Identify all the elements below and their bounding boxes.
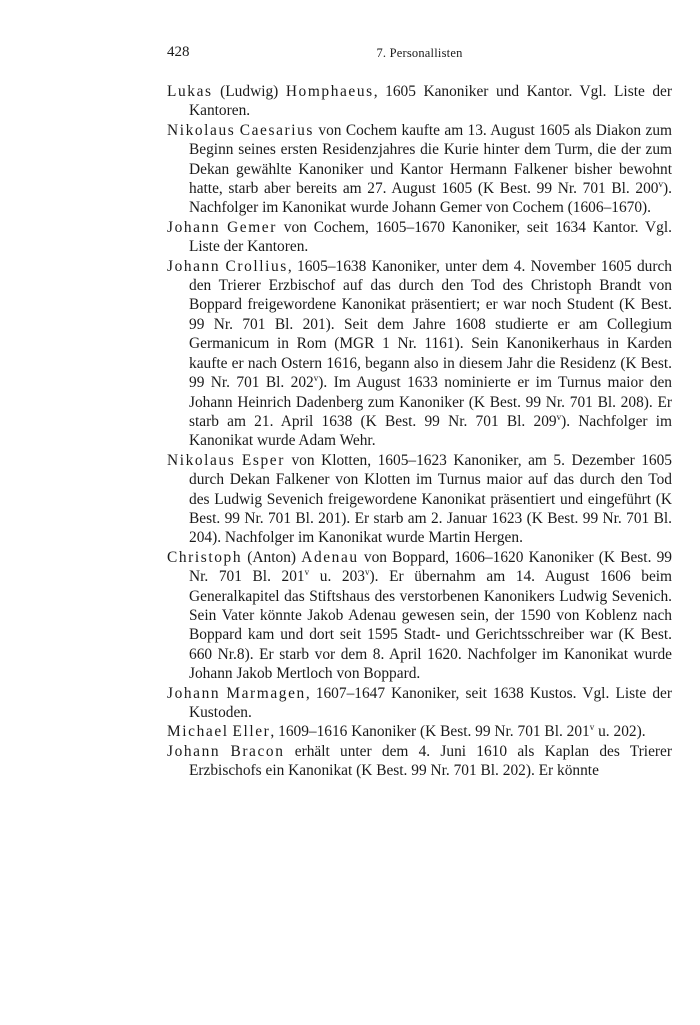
- entry-surname: Adenau: [301, 548, 359, 566]
- folio-verso-mark: v: [304, 567, 310, 578]
- entry-text: von Klotten, 1605–1623 Kanoniker, am 5. Dezember 1605 durch Dekan Falkener von Klotten im Turnus maior auf das durch den Tod des Ludwig Sevenich freigewordene Kanonikat präsentiert und eingeführt (K Best. 99 Nr. 701 Bl. 201). Er starb am 2. Januar 1623 (K Best. 99 Nr. 701 Bl. 204). Nachfolger im Kanonikat wurde Martin Hergen.: [189, 451, 672, 547]
- folio-verso-mark: v: [658, 179, 664, 190]
- entry-text: , 1607–1647 Kanoniker, seit 1638 Kustos. Vgl. Liste der Kustoden.: [189, 684, 672, 721]
- entry-text: u. 203: [309, 568, 365, 586]
- entry-surname: Marmagen: [226, 684, 306, 702]
- entry-text: ). Nachfolger im Kanonikat wurde Johann Gemer von Cochem (1606–1670).: [189, 180, 672, 217]
- page-number: 428: [167, 44, 190, 60]
- entry-name-middle: [220, 743, 230, 760]
- list-entry: [167, 121, 672, 218]
- list-entry: [167, 722, 672, 741]
- entry-first-name: Michael: [167, 723, 229, 741]
- entry-first-name: Johann: [167, 257, 221, 275]
- entry-surname: Gemer: [227, 218, 277, 236]
- entry-text: ). Nachfolger im Kanonikat wurde Adam Wehr.: [189, 412, 673, 450]
- list-entry: [167, 742, 672, 781]
- personnel-list: [167, 82, 672, 781]
- entry-text: ). Er übernahm am 14. August 1606 beim Generalkapitel das Stiftshaus des verstorbenen Kanonikers Ludwig Sevenich. Sein Vater könnte Jakob Adenau gewesen sein, der 1590 von Koblenz nach Boppard kam und dort seit 1595 Stadt- und Gerichtsschreiber war (K Best. 660 Nr.8). Er starb vor dem 8. April 1620. Nachfolger im Kanonikat wurde Johann Jakob Mertloch von Boppard.: [189, 568, 673, 683]
- list-entry: [167, 451, 672, 548]
- page-header: [167, 44, 672, 66]
- entry-first-name: Lukas: [167, 83, 213, 100]
- folio-verso-mark: v: [589, 722, 595, 733]
- entry-surname: Crollius: [225, 257, 288, 275]
- entry-name-middle: (Ludwig): [212, 83, 286, 100]
- entry-text: , 1609–1616 Kanoniker (K Best. 99 Nr. 701 Bl. 201: [270, 723, 590, 741]
- entry-name-middle: (Anton): [242, 548, 302, 566]
- list-entry: [167, 218, 672, 257]
- running-title: 7. Personallisten: [376, 46, 463, 60]
- entry-surname: Esper: [241, 451, 285, 469]
- entry-text: von Cochem kaufte am 13. August 1605 als Diakon zum Beginn seines ersten Residenzjahres die Kurie hinter dem Turm, die der zum Dekan gewählte Kanoniker und Kantor Hermann Falkener bisher bewohnt hatte, starb aber bereits am 27. August 1605 (K Best. 99 Nr. 701 Bl. 200: [189, 121, 672, 198]
- entry-surname: Eller: [232, 723, 271, 741]
- entry-text: u. 202).: [594, 723, 646, 741]
- entry-first-name: Johann: [167, 218, 221, 236]
- list-entry: [167, 257, 672, 451]
- entry-text: ). Im August 1633 nominierte er im Turnus maior den Johann Heinrich Dadenberg zum Kanoniker (K Best. 99 Nr. 701 Bl. 208). Er starb am 21. April 1638 (K Best. 99 Nr. 701 Bl. 209: [189, 374, 672, 430]
- entry-surname: Caesarius: [239, 121, 314, 139]
- entry-first-name: Nikolaus: [167, 451, 236, 469]
- folio-verso-mark: v: [556, 411, 562, 422]
- entry-text: , 1605–1638 Kanoniker, unter dem 4. November 1605 durch den Trierer Erzbischof auf das durch den Tod des Christoph Brandt von Boppard freigewordene Kanonikat präsentiert; er war noch Student (K Best. 99 Nr. 701 Bl. 201). Seit dem Jahre 1608 studierte er am Collegium Germanicum in Rom (MGR 1 Nr. 1161). Sein Kanonikerhaus in Karden kaufte er nach Ostern 1616, begann also in diesem Jahr die Residenz (K Best. 99 Nr. 701 Bl. 202: [189, 257, 672, 392]
- list-entry: [167, 684, 672, 723]
- folio-verso-mark: v: [313, 373, 319, 384]
- entry-first-name: Nikolaus: [167, 121, 236, 139]
- entry-text: , 1605 Kanoniker und Kantor. Vgl. Liste der Kantoren.: [189, 83, 672, 120]
- entry-surname: Homphaeus: [285, 83, 374, 100]
- folio-verso-mark: v: [365, 567, 370, 578]
- entry-text: von Boppard, 1606–1620 Kanoniker (K Best. 99 Nr. 701 Bl. 201: [189, 548, 672, 586]
- list-entry: [167, 548, 672, 684]
- entry-first-name: Christoph: [167, 548, 243, 566]
- entry-first-name: Johann: [167, 684, 221, 702]
- entry-first-name: Johann: [167, 742, 221, 760]
- list-entry: [167, 82, 672, 121]
- entry-text: von Cochem, 1605–1670 Kanoniker, seit 1634 Kantor. Vgl. Liste der Kantoren.: [189, 218, 672, 256]
- entry-surname: Bracon: [230, 742, 285, 760]
- entry-text: erhält unter dem 4. Juni 1610 als Kaplan des Trierer Erzbischofs ein Kanonikat (K Best. 99 Nr. 701 Bl. 202). Er könnte: [189, 742, 672, 780]
